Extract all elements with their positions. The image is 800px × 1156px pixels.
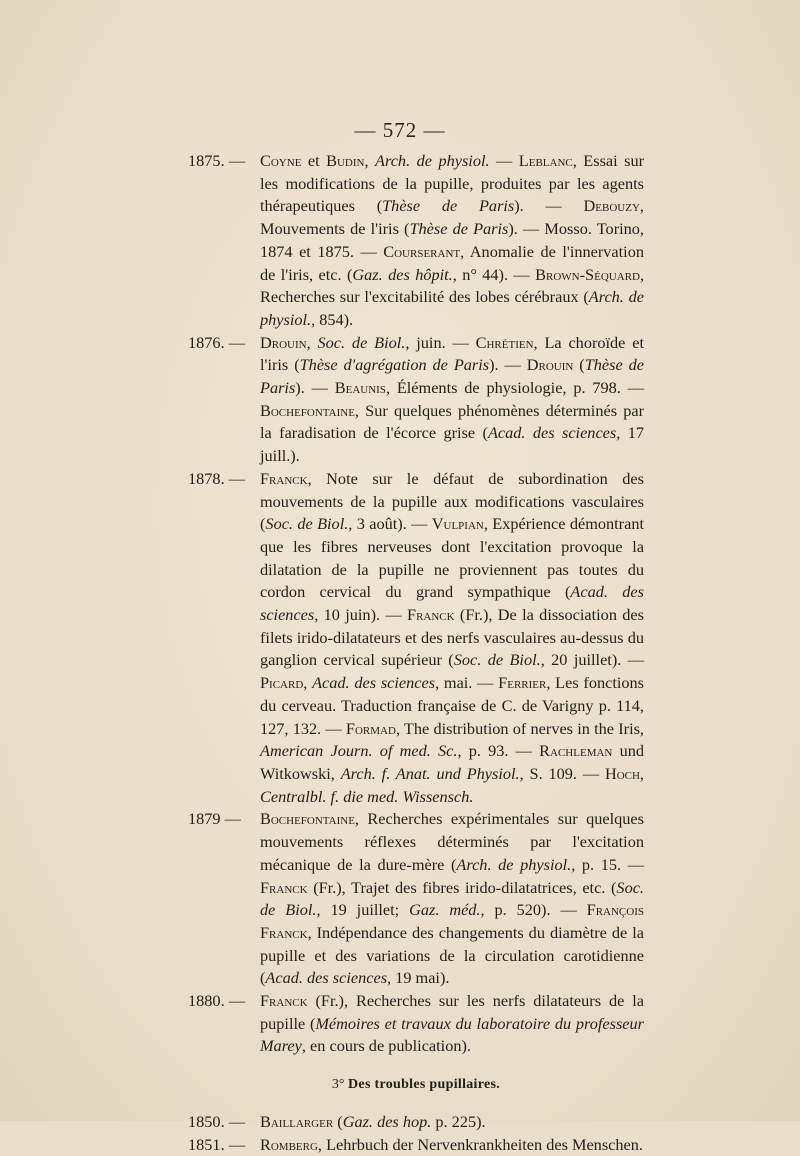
publication-title: Arch. f. Anat. und Physiol. [340, 763, 520, 783]
entry-text [260, 1134, 644, 1156]
publication-title: Acad. des sciences, [260, 582, 644, 625]
entry-segment: (Fr.), De la dissociation des filets irido-dilatateurs et des nerfs vasculaires au-dessus du ganglion cervical supérieur ( [260, 605, 644, 670]
entry-segment: , Essai sur les modifications de la pupille, produites par les agents thérapeutiques ( [260, 151, 645, 216]
entry-segment: , Note sur le défaut de subordination des mouvements de la pupille aux modifications vasculaires ( [260, 468, 644, 534]
author-name: Beaunis [334, 378, 386, 398]
entry-segment: , n° 44). — [452, 264, 536, 284]
publication-title: Arch. de physiol. [375, 151, 490, 170]
entry-segment: — [489, 151, 519, 170]
publication-title: Centralbl. f. die med. Wissensch. [260, 786, 474, 806]
publication-title: Arch. de physiol. [260, 287, 644, 329]
author-name: Franck [407, 605, 455, 625]
entry-year: 1876. — [188, 332, 245, 352]
bibliography-entry [188, 468, 644, 809]
author-name: Drouin [526, 355, 574, 375]
author-name: Drouin [260, 332, 307, 352]
entry-segment: , en cours de publication). [301, 1036, 471, 1056]
entry-text [260, 990, 644, 1058]
entry-year: 1880. — [188, 991, 245, 1011]
entry-segment: , Expérience démontrant que les fibres nerveuses dont l'excitation provoque la dilatation de la pupille ne proviennent pas toutes du cordon cervical du grand sympathique ( [260, 514, 644, 602]
publication-title: Thèse de Paris [409, 219, 509, 239]
entry-segment: , Les fonctions du cerveau. Traduction française de C. de Varigny p. 114, 127, 132. — [260, 673, 645, 738]
author-name: Formad [345, 718, 396, 738]
entry-segment: ). — [514, 196, 584, 216]
entry-year: 1879 — [188, 809, 241, 829]
entry-segment: , p. 520). — [480, 900, 587, 920]
entry-segment: , Mouvements de l'iris ( [260, 196, 644, 239]
publication-title: Arch. de physiol. [456, 854, 572, 874]
author-name: Debouzy [583, 196, 640, 216]
publication-title: Mémoires et travaux du laboratoire du professeur Marey [260, 1013, 644, 1056]
bibliography-entry [188, 332, 644, 468]
publication-title: Thèse d'agrégation de Paris [299, 355, 490, 375]
entry-segment: , Sur quelques phénomènes déterminés par la faradisation de l'écorce grise ( [260, 400, 644, 443]
entry-segment: , juin. — [405, 332, 476, 352]
page-number: — 572 — [354, 118, 446, 142]
entry-segment: , 20 juillet). — [540, 650, 645, 670]
entry-year: 1850. — [188, 1111, 245, 1131]
author-name: Picard [260, 673, 304, 693]
publication-title: Soc. de Biol. [265, 514, 349, 534]
author-name: Courserant [383, 241, 461, 261]
publication-title: Thèse de Paris [382, 196, 515, 216]
author-name: Brown-Séquard [535, 264, 640, 284]
entry-text [260, 150, 644, 332]
entry-segment: , 3 août). — [348, 514, 432, 534]
entry-text [260, 468, 644, 809]
publication-title: Soc. de Biol. [317, 332, 406, 352]
publication-title: Acad. des sciences, [265, 968, 392, 988]
publication-title: Soc. de Biol. [260, 877, 644, 920]
entry-segment: , Anomalie de l'innervation de l'iris, etc. ( [260, 241, 644, 284]
bibliography-entry [188, 1111, 644, 1134]
author-name: Coyne [260, 151, 302, 170]
publication-title: American Journ. of med. Sc. [260, 741, 458, 761]
author-name: Franck [260, 991, 308, 1011]
entry-segment: ( [333, 1111, 343, 1131]
entry-segment: (Fr.), Trajet des fibres irido-dilatatrices, etc. ( [307, 877, 617, 897]
entry-segment: , p. 15. — [571, 854, 644, 874]
author-name: Bochefontaine [260, 809, 355, 829]
entry-segment: , [303, 673, 313, 693]
entry-segment: , S. 109. — [519, 763, 605, 783]
entry-text [260, 332, 644, 468]
author-name: Bochefontaine [260, 400, 355, 420]
bibliography-entry [188, 150, 644, 332]
section-number: 3° [331, 1077, 345, 1093]
publication-title: Gaz. méd. [409, 900, 481, 920]
author-name: Leblanc [518, 151, 573, 170]
entry-segment: ). — [295, 378, 335, 398]
entry-segment: ). — Mosso. Torino, 1874 et 1875. — [260, 219, 644, 261]
publication-title: Soc. de Biol. [453, 650, 541, 670]
entry-segment: , [639, 763, 644, 783]
section-title [188, 1074, 644, 1097]
author-name: François Franck [260, 900, 644, 942]
author-name: Budin [326, 151, 365, 170]
entry-year: 1875. — [188, 151, 245, 170]
entry-segment: 19 mai). [391, 968, 450, 988]
author-name: Baillarger [260, 1111, 334, 1131]
entry-segment: 10 juin). — [318, 605, 408, 625]
entry-segment: , Éléments de physiologie, p. 798. — [385, 378, 644, 398]
entry-segment: , Recherches expérimentales sur quelques mouvements réflexes déterminés par l'excitation mécanique de la dure-mère ( [260, 809, 644, 874]
author-name: Chrétien [475, 332, 534, 352]
author-name: Rachleman [539, 741, 613, 761]
author-name: Franck [260, 877, 308, 897]
author-name: Ferrier [498, 673, 547, 693]
entry-segment: , p. 93. — [457, 741, 540, 761]
entry-segment: , La choroïde et l'iris ( [260, 332, 645, 375]
bibliography-entry [188, 990, 644, 1058]
bibliography-entry [188, 808, 644, 990]
entry-year: 1878. — [188, 468, 245, 488]
entry-segment: et [301, 151, 327, 170]
entry-segment: (Fr.), Recherches sur les nerfs dilatateurs de la pupille ( [260, 991, 644, 1033]
entry-segment: , [364, 151, 376, 170]
author-name: Vulpian [431, 514, 484, 534]
publication-title: Acad. des sciences [312, 673, 436, 693]
publication-title: Gaz. des hôpit. [352, 264, 453, 284]
author-name: Hoch [604, 763, 640, 783]
entry-segment: p. 225). [431, 1111, 486, 1131]
publication-title: Gaz. des hop. [342, 1111, 432, 1131]
section-heading: Des troubles pupillaires. [348, 1077, 501, 1093]
author-name: Franck [260, 468, 308, 488]
bibliography-entries [188, 150, 644, 1058]
entry-segment: , Lehrbuch der Nervenkrankheiten des Menschen. [317, 1134, 643, 1154]
entry-segment: , The distribution of nerves in the Iris, [395, 718, 644, 738]
entry-text [260, 1111, 644, 1134]
author-name: Romberg [260, 1134, 318, 1154]
entry-segment: , 854). [311, 309, 354, 329]
entry-segment: und Witkowski, [260, 741, 644, 783]
entry-segment: ). — [489, 355, 527, 375]
entry-segment: , mai. — [435, 673, 499, 693]
entry-segment: ( [573, 355, 585, 375]
entry-text [260, 808, 644, 990]
bibliography-entries-after [188, 1111, 644, 1156]
entry-segment: , [306, 332, 318, 352]
entry-segment: , 19 juillet; [316, 900, 410, 920]
entry-segment: , Recherches sur l'excitabilité des lobes cérébraux ( [260, 264, 645, 307]
bibliography-entry [188, 1134, 644, 1156]
bibliography [188, 150, 644, 1156]
publication-title: Acad. des sciences, [487, 423, 621, 443]
publication-title: Thèse de Paris [260, 355, 644, 398]
entry-segment: 17 juill.). [260, 423, 644, 466]
entry-segment: , Indépendance des changements du diamètre de la pupille et des variations de la circulation carotidienne ( [260, 922, 644, 988]
entry-year: 1851. — [188, 1134, 245, 1154]
